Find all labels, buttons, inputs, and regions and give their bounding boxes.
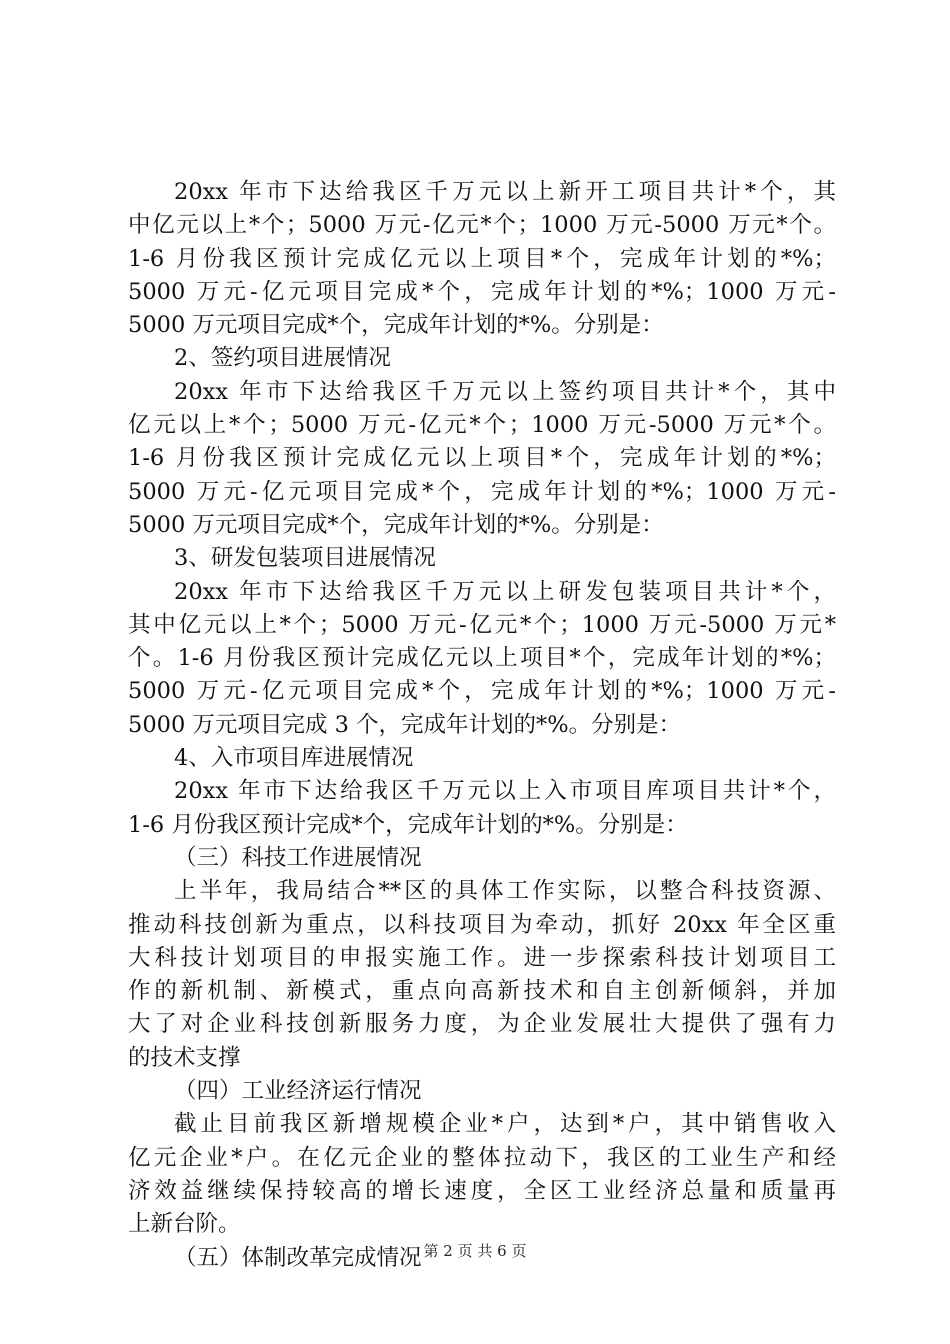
paragraph-line: 截止目前我区新增规模企业*户，达到*户，其中销售收入 — [174, 1111, 836, 1138]
paragraph-line: 济效益继续保持较高的增长速度，全区工业经济总量和质量再 — [128, 1177, 836, 1204]
section-heading: （三）科技工作进展情况 — [174, 844, 422, 871]
paragraph-line: 个。1-6 月份我区预计完成亿元以上项目*个，完成年计划的*%； — [128, 645, 836, 672]
document-body — [128, 176, 836, 1275]
paragraph-line: 5000 万元-亿元项目完成*个，完成年计划的*%；1000 万元- — [128, 678, 836, 705]
paragraph-line: 推动科技创新为重点，以科技项目为牵动，抓好 20xx 年全区重 — [128, 911, 836, 938]
paragraph-line: 大了对企业科技创新服务力度，为企业发展壮大提供了强有力 — [128, 1011, 836, 1038]
paragraph-line: 1-6 月份我区预计完成亿元以上项目*个，完成年计划的*%； — [128, 245, 836, 272]
paragraph-line: 大科技计划项目的申报实施工作。进一步探索科技计划项目工 — [128, 944, 836, 971]
paragraph-line: 5000 万元项目完成*个，完成年计划的*%。分别是： — [128, 511, 664, 538]
paragraph-line: 5000 万元项目完成 3 个，完成年计划的*%。分别是： — [128, 711, 682, 738]
section-heading: （四）工业经济运行情况 — [174, 1078, 422, 1105]
paragraph-line: 亿元企业*户。在亿元企业的整体拉动下，我区的工业生产和经 — [128, 1144, 836, 1171]
paragraph-line: 5000 万元-亿元项目完成*个，完成年计划的*%；1000 万元- — [128, 478, 836, 505]
paragraph-line: 20xx 年市下达给我区千万元以上签约项目共计*个，其中 — [174, 378, 836, 405]
section-heading: 2、签约项目进展情况 — [174, 345, 391, 372]
paragraph-line: 中亿元以上*个；5000 万元-亿元*个；1000 万元-5000 万元*个。 — [128, 212, 836, 239]
section-heading: 4、入市项目库进展情况 — [174, 745, 414, 772]
paragraph-line: 20xx 年市下达给我区千万元以上新开工项目共计*个，其 — [174, 179, 836, 205]
section-heading: （五）体制改革完成情况 — [174, 1244, 422, 1271]
section-heading: 3、研发包装项目进展情况 — [174, 545, 436, 572]
paragraph-line: 亿元以上*个；5000 万元-亿元*个；1000 万元-5000 万元*个。 — [128, 412, 836, 439]
paragraph-line: 5000 万元项目完成*个，完成年计划的*%。分别是： — [128, 312, 664, 339]
paragraph-line: 上半年，我局结合**区的具体工作实际，以整合科技资源、 — [174, 878, 836, 905]
paragraph-line: 上新台阶。 — [128, 1211, 241, 1238]
paragraph-line: 作的新机制、新模式，重点向高新技术和自主创新倾斜，并加 — [128, 978, 836, 1005]
paragraph-line: 20xx 年市下达给我区千万元以上入市项目库项目共计*个， — [174, 778, 836, 805]
paragraph-line: 1-6 月份我区预计完成*个，完成年计划的*%。分别是： — [128, 811, 688, 838]
paragraph-line: 1-6 月份我区预计完成亿元以上项目*个，完成年计划的*%； — [128, 445, 836, 472]
page-footer: 第 2 页 共 6 页 — [423, 1242, 527, 1260]
paragraph-line: 5000 万元-亿元项目完成*个，完成年计划的*%；1000 万元- — [128, 278, 836, 305]
paragraph-line: 20xx 年市下达给我区千万元以上研发包装项目共计*个， — [174, 578, 836, 605]
paragraph-line: 的技术支撑 — [128, 1044, 241, 1071]
paragraph-line: 其中亿元以上*个；5000 万元-亿元*个；1000 万元-5000 万元* — [128, 611, 836, 638]
